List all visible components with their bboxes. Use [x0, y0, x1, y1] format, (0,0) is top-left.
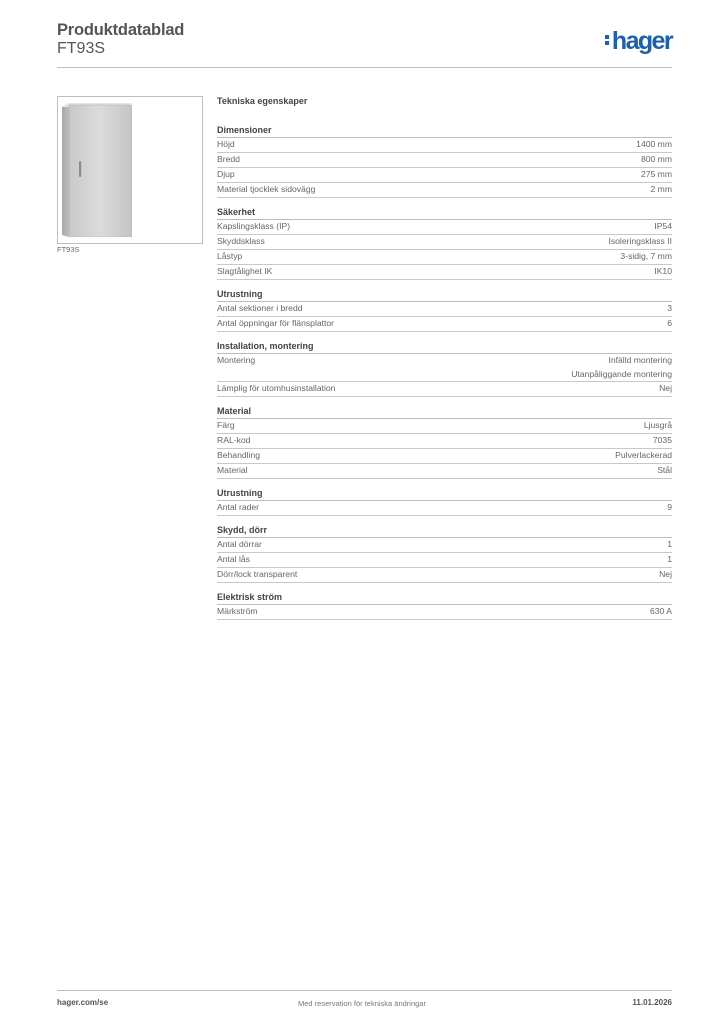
spec-value: Nej	[659, 569, 672, 579]
logo-text: hager	[611, 27, 672, 55]
spec-row	[217, 153, 672, 168]
section-title: Installation, montering	[217, 340, 672, 354]
product-image-frame	[57, 96, 203, 244]
spec-row	[217, 138, 672, 153]
section-title: Utrustning	[217, 288, 672, 302]
spec-label: Bredd	[217, 154, 240, 164]
document-title: Produktdatablad	[57, 21, 185, 39]
spec-row	[217, 434, 672, 449]
spec-row	[217, 501, 672, 516]
spec-label: Skyddsklass	[217, 236, 265, 246]
section-title: Skydd, dörr	[217, 524, 672, 538]
section-title: Säkerhet	[217, 206, 672, 220]
spec-value: 1400 mm	[636, 139, 672, 149]
spec-table	[217, 95, 672, 628]
spec-value: 1	[667, 554, 672, 564]
spec-label: Antal lås	[217, 554, 250, 564]
page-header	[57, 20, 672, 70]
logo-dots-icon	[605, 33, 611, 47]
spec-row	[217, 220, 672, 235]
header-divider	[57, 67, 672, 68]
section-title: Material	[217, 405, 672, 419]
spec-row	[217, 605, 672, 620]
spec-value: 1	[667, 539, 672, 549]
spec-section	[217, 487, 672, 516]
image-caption: FT93S	[57, 245, 80, 254]
spec-section	[217, 288, 672, 332]
spec-label: Slagtålighet IK	[217, 266, 273, 276]
spec-row	[217, 265, 672, 280]
section-title: Elektrisk ström	[217, 591, 672, 605]
spec-value: Stål	[657, 465, 672, 475]
spec-value: 630 A	[650, 606, 672, 616]
spec-label: Antal dörrar	[217, 539, 262, 549]
spec-label: Lämplig för utomhusinstallation	[217, 383, 336, 393]
spec-row	[217, 183, 672, 198]
section-title: Dimensioner	[217, 124, 672, 138]
spec-value: 800 mm	[640, 154, 672, 164]
spec-value: 7035	[652, 435, 672, 445]
spec-value: 3-sidig, 7 mm	[620, 251, 672, 261]
spec-row	[217, 568, 672, 583]
spec-row	[217, 250, 672, 265]
hager-logo	[605, 27, 672, 56]
spec-label: Behandling	[217, 450, 261, 460]
spec-section	[217, 591, 672, 620]
spec-section	[217, 524, 672, 583]
spec-label: Antal öppningar för flänsplattor	[217, 318, 335, 328]
footer-disclaimer: Med reservation för tekniska ändringar	[298, 999, 426, 1008]
spec-section	[217, 206, 672, 280]
spec-label: Låstyp	[217, 251, 243, 261]
spec-row	[217, 317, 672, 332]
spec-label: Djup	[217, 169, 235, 179]
spec-value: IP54	[654, 221, 672, 231]
footer-divider	[57, 990, 672, 991]
footer-date: 11.01.2026	[632, 998, 672, 1007]
spec-label: Dörr/lock transparent	[217, 569, 298, 579]
spec-title: Tekniska egenskaper	[217, 96, 308, 106]
spec-row	[217, 168, 672, 183]
spec-label: Montering	[217, 355, 256, 365]
product-code: FT93S	[57, 40, 106, 57]
spec-row	[217, 235, 672, 250]
spec-section	[217, 340, 672, 397]
spec-label: Kapslingsklass (IP)	[217, 221, 291, 231]
spec-value: Pulverlackerad	[615, 450, 672, 460]
spec-value: Infälld montering Utanpåliggande montering	[571, 355, 672, 379]
footer-website: hager.com/se	[57, 998, 109, 1007]
spec-label: Material	[217, 465, 248, 475]
cabinet-image	[62, 101, 132, 237]
spec-label: Antal rader	[217, 502, 260, 512]
spec-value: Ljusgrå	[643, 420, 672, 430]
spec-section	[217, 124, 672, 198]
spec-label: Material tjocklek sidovägg	[217, 184, 316, 194]
spec-label: Höjd	[217, 139, 235, 149]
spec-row	[217, 464, 672, 479]
spec-value: 2 mm	[650, 184, 672, 194]
spec-row	[217, 382, 672, 397]
spec-section	[217, 405, 672, 479]
section-title: Utrustning	[217, 487, 672, 501]
spec-row	[217, 302, 672, 317]
spec-row	[217, 419, 672, 434]
spec-row	[217, 538, 672, 553]
spec-value: 275 mm	[640, 169, 672, 179]
spec-sections	[217, 124, 672, 620]
spec-value: Isoleringsklass II	[608, 236, 672, 246]
spec-value: 3	[667, 303, 672, 313]
spec-value: IK10	[654, 266, 672, 276]
spec-value: 9	[667, 502, 672, 512]
spec-row	[217, 449, 672, 464]
spec-row	[217, 354, 672, 382]
spec-value: Nej	[659, 383, 672, 393]
spec-row	[217, 553, 672, 568]
spec-label: Märkström	[217, 606, 258, 616]
spec-label: RAL-kod	[217, 435, 251, 445]
spec-label: Färg	[217, 420, 235, 430]
spec-value: 6	[667, 318, 672, 328]
spec-label: Antal sektioner i bredd	[217, 303, 303, 313]
